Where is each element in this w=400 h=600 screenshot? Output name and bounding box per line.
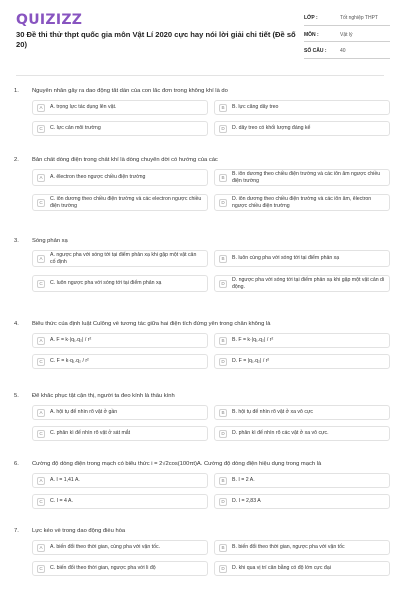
option-text: A. trọng lực tác dụng lên vật. (50, 104, 117, 111)
meta-subject-label: MÔN : (304, 31, 319, 38)
option-text: B. hội tụ để nhìn rõ vật ở xa vô cực (232, 409, 313, 416)
option-text: C. I = 4 A. (50, 498, 73, 505)
option-text: D. ngược pha với sóng tới tại điểm phản xạ khi gặp một vật cản di động. (232, 277, 385, 290)
option-a[interactable] (32, 250, 208, 267)
worksheet-title: 30 Đề thi thử thpt quốc gia môn Vật Lí 2020 cực hay nói lời giải chi tiết (Đề số 20) (16, 30, 296, 49)
option-b[interactable] (214, 540, 390, 555)
option-letter-box: A (37, 477, 45, 485)
option-b[interactable] (214, 333, 390, 348)
option-b[interactable] (214, 169, 390, 186)
option-text: C. biến đổi theo thời gian, ngược pha với li độ (50, 565, 156, 572)
option-text: B. lực căng dây treo (232, 104, 279, 111)
question-number: 7. (14, 528, 19, 534)
option-text: A. hội tụ để nhìn rõ vật ở gần (50, 409, 118, 416)
option-text: A. F = k·|q₁.q₂| / r² (50, 337, 92, 344)
meta-count (304, 47, 390, 59)
option-a[interactable] (32, 540, 208, 555)
option-letter-box: D (219, 199, 227, 207)
question-number: 2. (14, 157, 19, 163)
option-c[interactable] (32, 494, 208, 509)
option-letter-box: C (37, 199, 45, 207)
question-number: 1. (14, 88, 19, 94)
option-letter-box: D (219, 280, 227, 288)
worksheet-header (0, 0, 400, 80)
option-letter-box: B (219, 409, 227, 417)
option-c[interactable] (32, 561, 208, 576)
meta-grade (304, 14, 390, 26)
option-letter-box: D (219, 565, 227, 573)
option-text: A. ngược pha với sóng tới tại điểm phản xạ khi gặp một vật cản cố định (50, 252, 197, 265)
question-4 (0, 321, 400, 385)
option-text: C. luôn ngược pha với sóng tới tại điểm phản xạ (50, 280, 162, 287)
option-letter-box: B (219, 477, 227, 485)
question-text: Bản chất dòng điện trong chất khí là dòng chuyển dời có hướng của các (32, 157, 218, 163)
option-a[interactable] (32, 405, 208, 420)
option-text: A. biến đổi theo thời gian, cùng pha với vận tốc. (50, 544, 161, 551)
option-text: D. I = 2,83 A (232, 498, 261, 505)
option-text: C. phân kì để nhìn rõ vật ở sát mắt (50, 430, 131, 437)
option-letter-box: C (37, 358, 45, 366)
option-letter-box: A (37, 409, 45, 417)
option-text: B. biến đổi theo thời gian, ngược pha với vận tốc (232, 544, 345, 551)
option-d[interactable] (214, 275, 390, 292)
option-c[interactable] (32, 354, 208, 369)
meta-grade-label: LỚP : (304, 15, 318, 21)
option-letter-box: C (37, 125, 45, 133)
meta-subject (304, 31, 390, 43)
option-b[interactable] (214, 100, 390, 115)
option-letter-box: B (219, 255, 227, 263)
question-1 (0, 88, 400, 152)
option-letter-box: C (37, 280, 45, 288)
option-letter-box: D (219, 125, 227, 133)
option-letter-box: A (37, 104, 45, 112)
worksheet-meta (304, 14, 390, 64)
option-letter-box: D (219, 358, 227, 366)
option-c[interactable] (32, 426, 208, 441)
question-text: Lực kéo về trong dao động điều hòa (32, 528, 126, 534)
option-letter-box: B (219, 104, 227, 112)
option-d[interactable] (214, 494, 390, 509)
option-c[interactable] (32, 275, 208, 292)
option-d[interactable] (214, 426, 390, 441)
question-number: 6. (14, 461, 19, 467)
quizizz-logo: QUIZIZZ (16, 12, 83, 28)
question-text: Sóng phản xạ (32, 238, 68, 244)
option-text: D. F = |q₁.q₂| / r² (232, 358, 270, 365)
option-text: D. phân kì để nhìn rõ các vật ở xa vô cực. (232, 430, 329, 437)
option-text: D. khi qua vị trí cân bằng có độ lớn cực đại (232, 565, 331, 572)
question-text: Cường độ dòng điện trong mạch có biểu thức i = 2√2cos(100πt)A. Cường độ dòng điện hiệu dụng trong mạch là (32, 461, 322, 467)
option-letter-box: B (219, 337, 227, 345)
option-a[interactable] (32, 169, 208, 186)
question-text: Để khắc phục tật cận thị, người ta đeo kính là thấu kính (32, 393, 175, 399)
question-3 (0, 238, 400, 302)
option-text: B. luôn cùng pha với sóng tới tại điểm phản xạ (232, 255, 340, 262)
option-text: D. iôn dương theo chiều điện trường và các iôn âm, êlectron ngược chiều điện trường (232, 196, 372, 209)
option-text: B. F = k·|q₁.q₂| / r² (232, 337, 274, 344)
option-text: C. F = k·q₁.q₂ / r² (50, 358, 89, 365)
option-c[interactable] (32, 194, 208, 211)
option-letter-box: D (219, 430, 227, 438)
option-text: B. I = 2 A. (232, 477, 255, 484)
option-letter-box: A (37, 255, 45, 263)
option-letter-box: C (37, 430, 45, 438)
option-letter-box: D (219, 498, 227, 506)
option-d[interactable] (214, 561, 390, 576)
question-number: 5. (14, 393, 19, 399)
option-letter-box: B (219, 544, 227, 552)
option-letter-box: C (37, 565, 45, 573)
question-6 (0, 461, 400, 525)
question-number: 4. (14, 321, 19, 327)
option-c[interactable] (32, 121, 208, 136)
option-letter-box: A (37, 544, 45, 552)
option-text: C. lực cản môi trường (50, 125, 101, 132)
question-5 (0, 393, 400, 457)
option-text: A. I = 1,41 A. (50, 477, 80, 484)
question-2 (0, 157, 400, 221)
question-number: 3. (14, 238, 19, 244)
option-letter-box: A (37, 174, 45, 182)
header-divider (16, 75, 384, 76)
option-a[interactable] (32, 100, 208, 115)
option-text: C. iôn dương theo chiều điện trường và các electron ngược chiều điện trường (50, 196, 202, 209)
question-text: Nguyên nhân gây ra dao động tắt dần của con lắc đơn trong không khí là do (32, 88, 228, 94)
meta-count-value: 40 (340, 48, 346, 54)
option-letter-box: A (37, 337, 45, 345)
option-a[interactable] (32, 473, 208, 488)
option-d[interactable] (214, 354, 390, 369)
option-d[interactable] (214, 121, 390, 136)
meta-subject-value: Vật lý (340, 31, 353, 38)
option-b[interactable] (214, 250, 390, 267)
option-letter-box: B (219, 174, 227, 182)
option-a[interactable] (32, 333, 208, 348)
option-text: A. êlectron theo ngược chiều điện trường (50, 174, 146, 181)
option-d[interactable] (214, 194, 390, 211)
meta-count-label: SỐ CÂU : (304, 48, 327, 54)
option-text: B. iôn dương theo chiều điện trường và các iôn âm ngược chiều điện trường (232, 171, 381, 184)
question-text: Biểu thức của định luật Culông về tương tác giữa hai điện tích đứng yên trong chân không là (32, 321, 271, 327)
option-letter-box: C (37, 498, 45, 506)
option-text: D. dây treo có khối lượng đáng kể (232, 125, 311, 132)
option-b[interactable] (214, 473, 390, 488)
meta-grade-value: Tốt nghiệp THPT (340, 15, 378, 21)
option-b[interactable] (214, 405, 390, 420)
question-7 (0, 528, 400, 592)
